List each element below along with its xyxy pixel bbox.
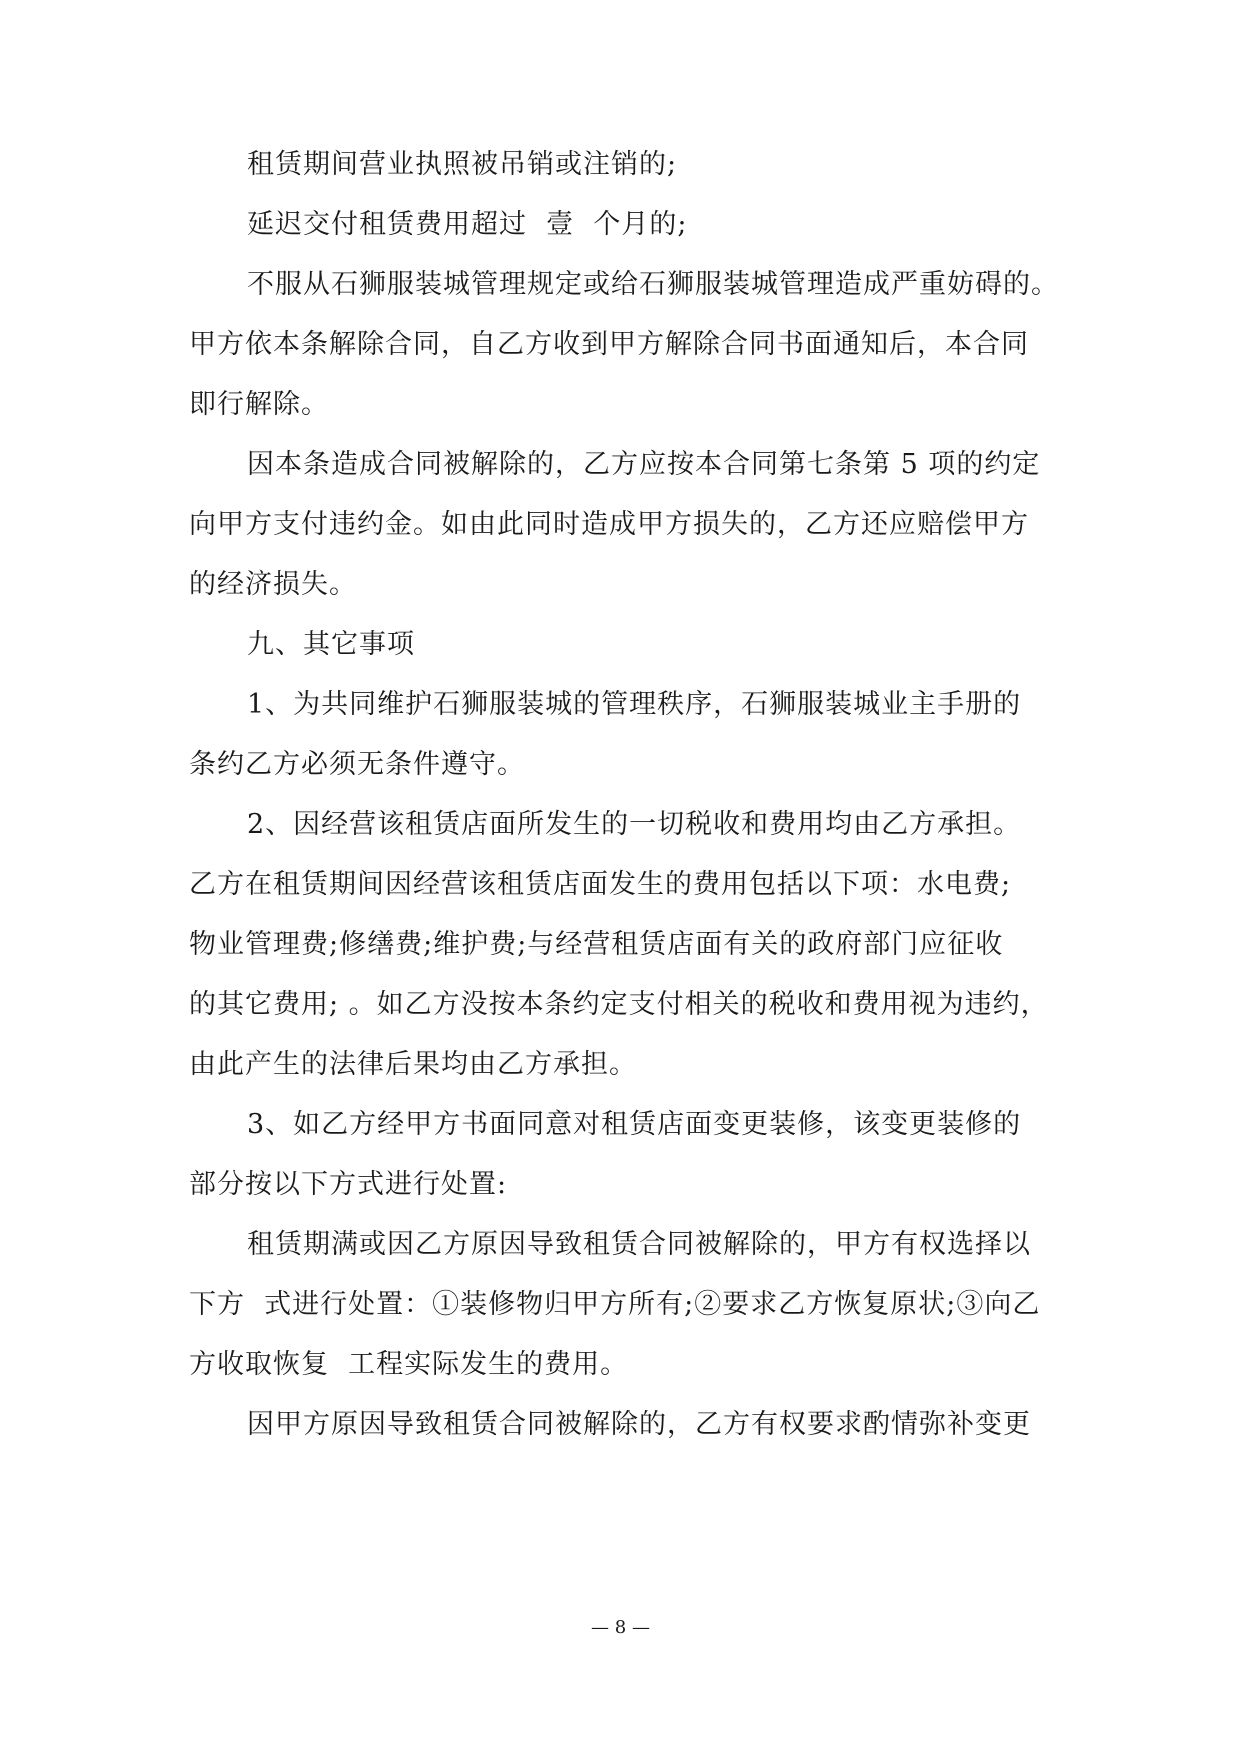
text-line-20: 下方 式进行处置：①装修物归甲方所有;②要求乙方恢复原状;③向乙 [189, 1289, 1041, 1320]
text-line-11: 条约乙方必须无条件遵守。 [189, 749, 525, 780]
text-line-22: 因甲方原因导致租赁合同被解除的，乙方有权要求酌情弥补变更 [247, 1409, 1031, 1440]
text-line-8: 的经济损失。 [189, 569, 357, 600]
page-number: — 8 — [591, 1617, 650, 1638]
text-line-15: 的其它费用; 。如乙方没按本条约定支付相关的税收和费用视为违约， [189, 989, 1049, 1020]
text-line-4: 甲方依本条解除合同，自乙方收到甲方解除合同书面通知后，本合同 [189, 329, 1029, 360]
text-line-6: 因本条造成合同被解除的，乙方应按本合同第七条第 5 项的约定 [247, 449, 1041, 480]
text-line-21: 方收取恢复 工程实际发生的费用。 [189, 1349, 629, 1380]
text-line-18: 部分按以下方式进行处置: [189, 1169, 508, 1200]
text-line-19: 租赁期满或因乙方原因导致租赁合同被解除的，甲方有权选择以 [247, 1229, 1031, 1260]
text-line-2: 延迟交付租赁费用超过 壹 个月的; [247, 209, 688, 240]
text-line-10: 1、为共同维护石狮服装城的管理秩序，石狮服装城业主手册的 [247, 689, 1022, 720]
text-line-14: 物业管理费;修缮费;维护费;与经营租赁店面有关的政府部门应征收 [189, 929, 1004, 960]
text-line-5: 即行解除。 [189, 389, 329, 420]
section-heading: 九、其它事项 [247, 629, 415, 660]
text-line-12: 2、因经营该租赁店面所发生的一切税收和费用均由乙方承担。 [247, 809, 1022, 840]
text-line-13: 乙方在租赁期间因经营该租赁店面发生的费用包括以下项：水电费; [189, 869, 1012, 900]
text-line-7: 向甲方支付违约金。如由此同时造成甲方损失的，乙方还应赔偿甲方 [189, 509, 1029, 540]
text-line-3: 不服从石狮服装城管理规定或给石狮服装城管理造成严重妨碍的。 [247, 269, 1059, 300]
text-line-1: 租赁期间营业执照被吊销或注销的; [247, 149, 678, 180]
text-line-16: 由此产生的法律后果均由乙方承担。 [189, 1049, 637, 1080]
text-line-17: 3、如乙方经甲方书面同意对租赁店面变更装修，该变更装修的 [247, 1109, 1022, 1140]
